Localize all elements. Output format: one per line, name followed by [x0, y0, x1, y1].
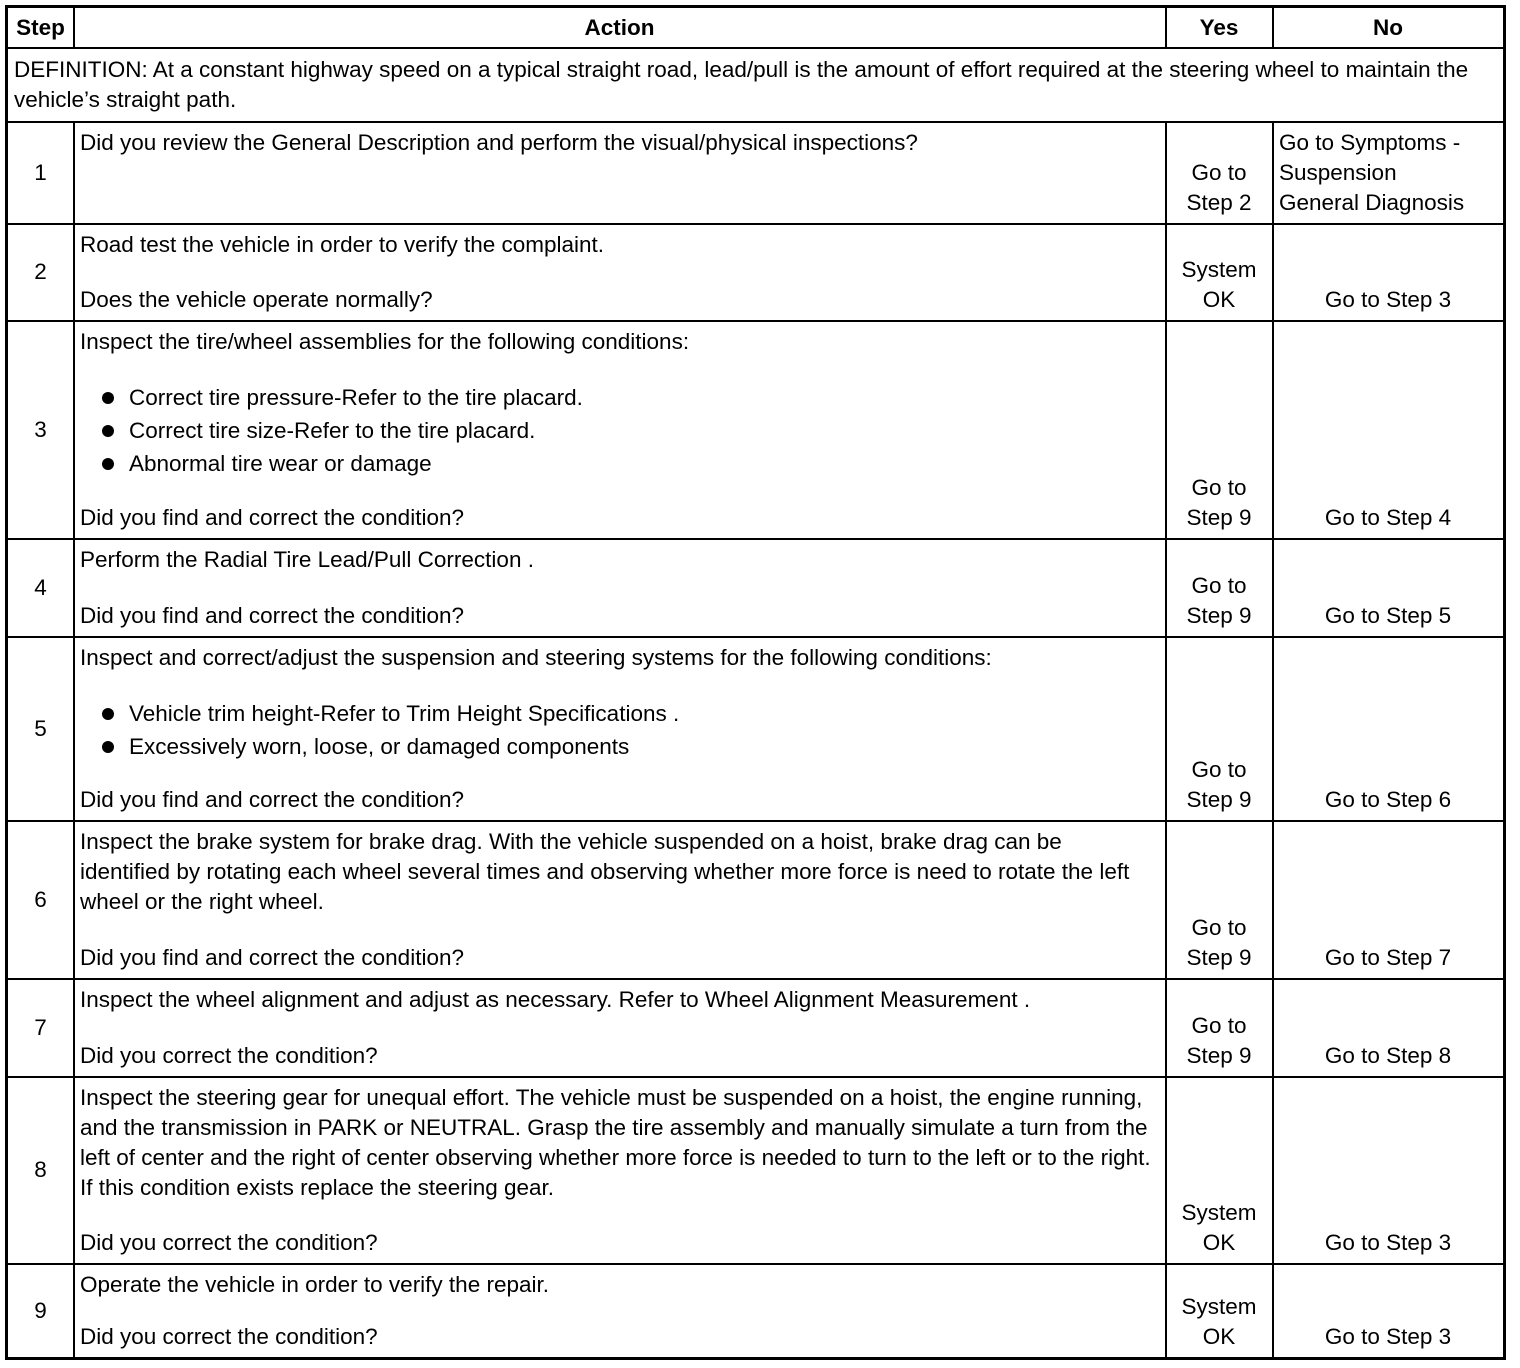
action-cell: [74, 821, 1165, 978]
yes-result: [1166, 821, 1272, 978]
spacer: [80, 917, 1153, 942]
yes-result-text: [1186, 755, 1251, 815]
no-result-line: Go to Symptoms -: [1279, 130, 1461, 155]
yes-result-text: [1186, 473, 1251, 533]
action-question: Did you correct the condition?: [80, 1324, 378, 1349]
step-number-label: 7: [34, 1014, 47, 1040]
header-step: [8, 8, 73, 47]
step-number: [8, 1264, 73, 1357]
spacer: [80, 1015, 1153, 1040]
spacer: [80, 1203, 1153, 1228]
header-action: [74, 8, 1165, 47]
condition-item: Excessively worn, loose, or damaged components: [102, 730, 1153, 763]
no-result-text: [1325, 785, 1451, 815]
definition-row: [8, 48, 1503, 121]
yes-result-line: Step 9: [1186, 603, 1252, 628]
step-number-label: 4: [34, 574, 47, 600]
yes-result: [1166, 321, 1272, 538]
yes-result-line: OK: [1202, 1230, 1236, 1255]
header-action-label: Action: [584, 14, 655, 40]
condition-item: Correct tire size-Refer to the tire placard.: [102, 414, 1153, 447]
yes-result-line: Go to: [1191, 915, 1247, 940]
spacer: [80, 763, 1153, 785]
condition-item: Abnormal tire wear or damage: [102, 447, 1153, 480]
action-instruction: Did you review the General Description and perform the visual/physical inspections?: [80, 130, 918, 155]
yes-result-line: Go to: [1191, 1013, 1247, 1038]
action-question: Did you find and correct the condition?: [80, 603, 464, 628]
step-number: [8, 1077, 73, 1263]
action-question: Does the vehicle operate normally?: [80, 287, 433, 312]
no-result-line: Go to Step 5: [1324, 603, 1452, 628]
yes-result-line: System: [1181, 1200, 1257, 1225]
yes-result-line: System: [1181, 257, 1257, 282]
action-cell: [74, 979, 1165, 1076]
condition-list: [80, 381, 1153, 480]
condition-item: Vehicle trim height-Refer to Trim Height Specifications .: [102, 697, 1153, 730]
yes-result-line: Go to: [1191, 573, 1247, 598]
action-cell: [74, 637, 1165, 820]
no-result-line: Go to Step 7: [1324, 945, 1452, 970]
no-result-text: [1279, 128, 1464, 218]
no-result-text: [1325, 601, 1451, 631]
yes-result-text: [1186, 913, 1251, 973]
step-number: [8, 821, 73, 978]
no-result-line: Go to Step 6: [1324, 787, 1452, 812]
step-number-label: 2: [34, 259, 47, 284]
step-number-label: 6: [34, 886, 47, 912]
step-number: [8, 539, 73, 636]
definition-text: DEFINITION: At a constant highway speed on a typical straight road, lead/pull is the amount of effort required at the steering wheel to maintain the vehicle’s straight path.: [14, 57, 1469, 112]
diagnostic-table: [5, 5, 1506, 1360]
no-result-line: Go to Step 3: [1324, 1324, 1452, 1349]
condition-list: [80, 697, 1153, 763]
yes-result: [1166, 122, 1272, 223]
yes-result-line: OK: [1202, 1324, 1236, 1349]
no-result: [1273, 122, 1503, 223]
spacer: [80, 260, 1153, 285]
yes-result: [1166, 637, 1272, 820]
header-yes-label: Yes: [1199, 14, 1239, 40]
action-question: Did you find and correct the condition?: [80, 787, 464, 812]
header-step-label: Step: [16, 14, 65, 40]
step-number-label: 3: [34, 416, 47, 442]
no-result: [1273, 1264, 1503, 1357]
action-instruction: Inspect the brake system for brake drag. With the vehicle suspended on a hoist, brake drag can be identified by rotating each wheel several times and observing whether more force is need to rotate the left wheel or the right wheel.: [80, 829, 1130, 914]
no-result: [1273, 637, 1503, 820]
yes-result-text: [1186, 1011, 1251, 1071]
action-instruction: Inspect the steering gear for unequal effort. The vehicle must be suspended on a hoist, the engine running, and the transmission in PARK or NEUTRAL. Grasp the tire assembly and manually simulate a turn from the left of center and the right of center observing whether more force is needed to turn to the left or to the right. If this condition exists replace the steering gear.: [80, 1085, 1151, 1200]
yes-result: [1166, 224, 1272, 320]
action-cell: [74, 1077, 1165, 1263]
no-result-text: [1325, 1322, 1451, 1352]
step-number-label: 5: [34, 715, 47, 741]
action-instruction: Inspect the wheel alignment and adjust as necessary. Refer to Wheel Alignment Measurement .: [80, 987, 1031, 1012]
no-result-line: Go to Step 8: [1324, 1043, 1452, 1068]
step-number-label: 8: [34, 1157, 47, 1182]
step-number: [8, 637, 73, 820]
step-number: [8, 224, 73, 320]
yes-result: [1166, 1264, 1272, 1357]
spacer: [80, 575, 1153, 600]
yes-result-line: OK: [1202, 287, 1236, 312]
spacer: [80, 673, 1153, 697]
yes-result-line: Step 9: [1186, 945, 1252, 970]
yes-result-text: [1181, 1292, 1256, 1352]
yes-result: [1166, 1077, 1272, 1263]
action-cell: [74, 539, 1165, 636]
spacer: [80, 480, 1153, 503]
no-result-text: [1325, 285, 1451, 315]
yes-result-line: System: [1181, 1294, 1257, 1319]
no-result-text: [1325, 503, 1451, 533]
yes-result-line: Step 9: [1186, 787, 1252, 812]
yes-result-line: Go to: [1191, 160, 1247, 185]
no-result: [1273, 224, 1503, 320]
yes-result-text: [1186, 571, 1251, 631]
yes-result: [1166, 539, 1272, 636]
step-number: [8, 321, 73, 538]
yes-result-line: Go to: [1191, 475, 1247, 500]
no-result: [1273, 821, 1503, 978]
no-result-text: [1325, 943, 1451, 973]
yes-result: [1166, 979, 1272, 1076]
spacer: [80, 357, 1153, 381]
action-cell: [74, 122, 1165, 223]
no-result-text: [1325, 1041, 1451, 1071]
yes-result-text: [1186, 158, 1251, 218]
step-number: [8, 979, 73, 1076]
action-question: Did you correct the condition?: [80, 1230, 378, 1255]
no-result-line: Go to Step 4: [1324, 505, 1452, 530]
yes-result-line: Step 9: [1186, 505, 1252, 530]
step-number: [8, 122, 73, 223]
yes-result-line: Step 9: [1186, 1043, 1252, 1068]
condition-item: Correct tire pressure-Refer to the tire placard.: [102, 381, 1153, 414]
action-instruction: Perform the Radial Tire Lead/Pull Correction .: [80, 547, 534, 572]
no-result: [1273, 979, 1503, 1076]
no-result: [1273, 539, 1503, 636]
action-question: Did you find and correct the condition?: [80, 505, 464, 530]
header-no-label: No: [1373, 14, 1403, 40]
action-instruction: Inspect the tire/wheel assemblies for the following conditions:: [80, 329, 690, 354]
no-result-line: Go to Step 3: [1324, 1230, 1452, 1255]
action-cell: [74, 224, 1165, 320]
spacer: [80, 1300, 1153, 1322]
action-cell: [74, 1264, 1165, 1357]
header-no: [1273, 8, 1503, 47]
no-result: [1273, 321, 1503, 538]
action-instruction: Operate the vehicle in order to verify the repair.: [80, 1272, 549, 1297]
step-number-label: 1: [34, 159, 47, 185]
no-result: [1273, 1077, 1503, 1263]
no-result-line: Go to Step 3: [1324, 287, 1452, 312]
no-result-line: Suspension: [1279, 160, 1397, 185]
step-number-label: 9: [34, 1297, 47, 1323]
action-instruction: Road test the vehicle in order to verify the complaint.: [80, 232, 605, 257]
no-result-text: [1325, 1228, 1451, 1258]
header-yes: [1166, 8, 1272, 47]
action-cell: [74, 321, 1165, 538]
action-question: Did you find and correct the condition?: [80, 945, 464, 970]
yes-result-line: Step 2: [1186, 190, 1252, 215]
action-question: Did you correct the condition?: [80, 1043, 378, 1068]
action-instruction: Inspect and correct/adjust the suspension and steering systems for the following conditions:: [80, 645, 992, 670]
yes-result-text: [1181, 255, 1256, 315]
yes-result-text: [1181, 1198, 1256, 1258]
yes-result-line: Go to: [1191, 757, 1247, 782]
no-result-line: General Diagnosis: [1279, 190, 1465, 215]
